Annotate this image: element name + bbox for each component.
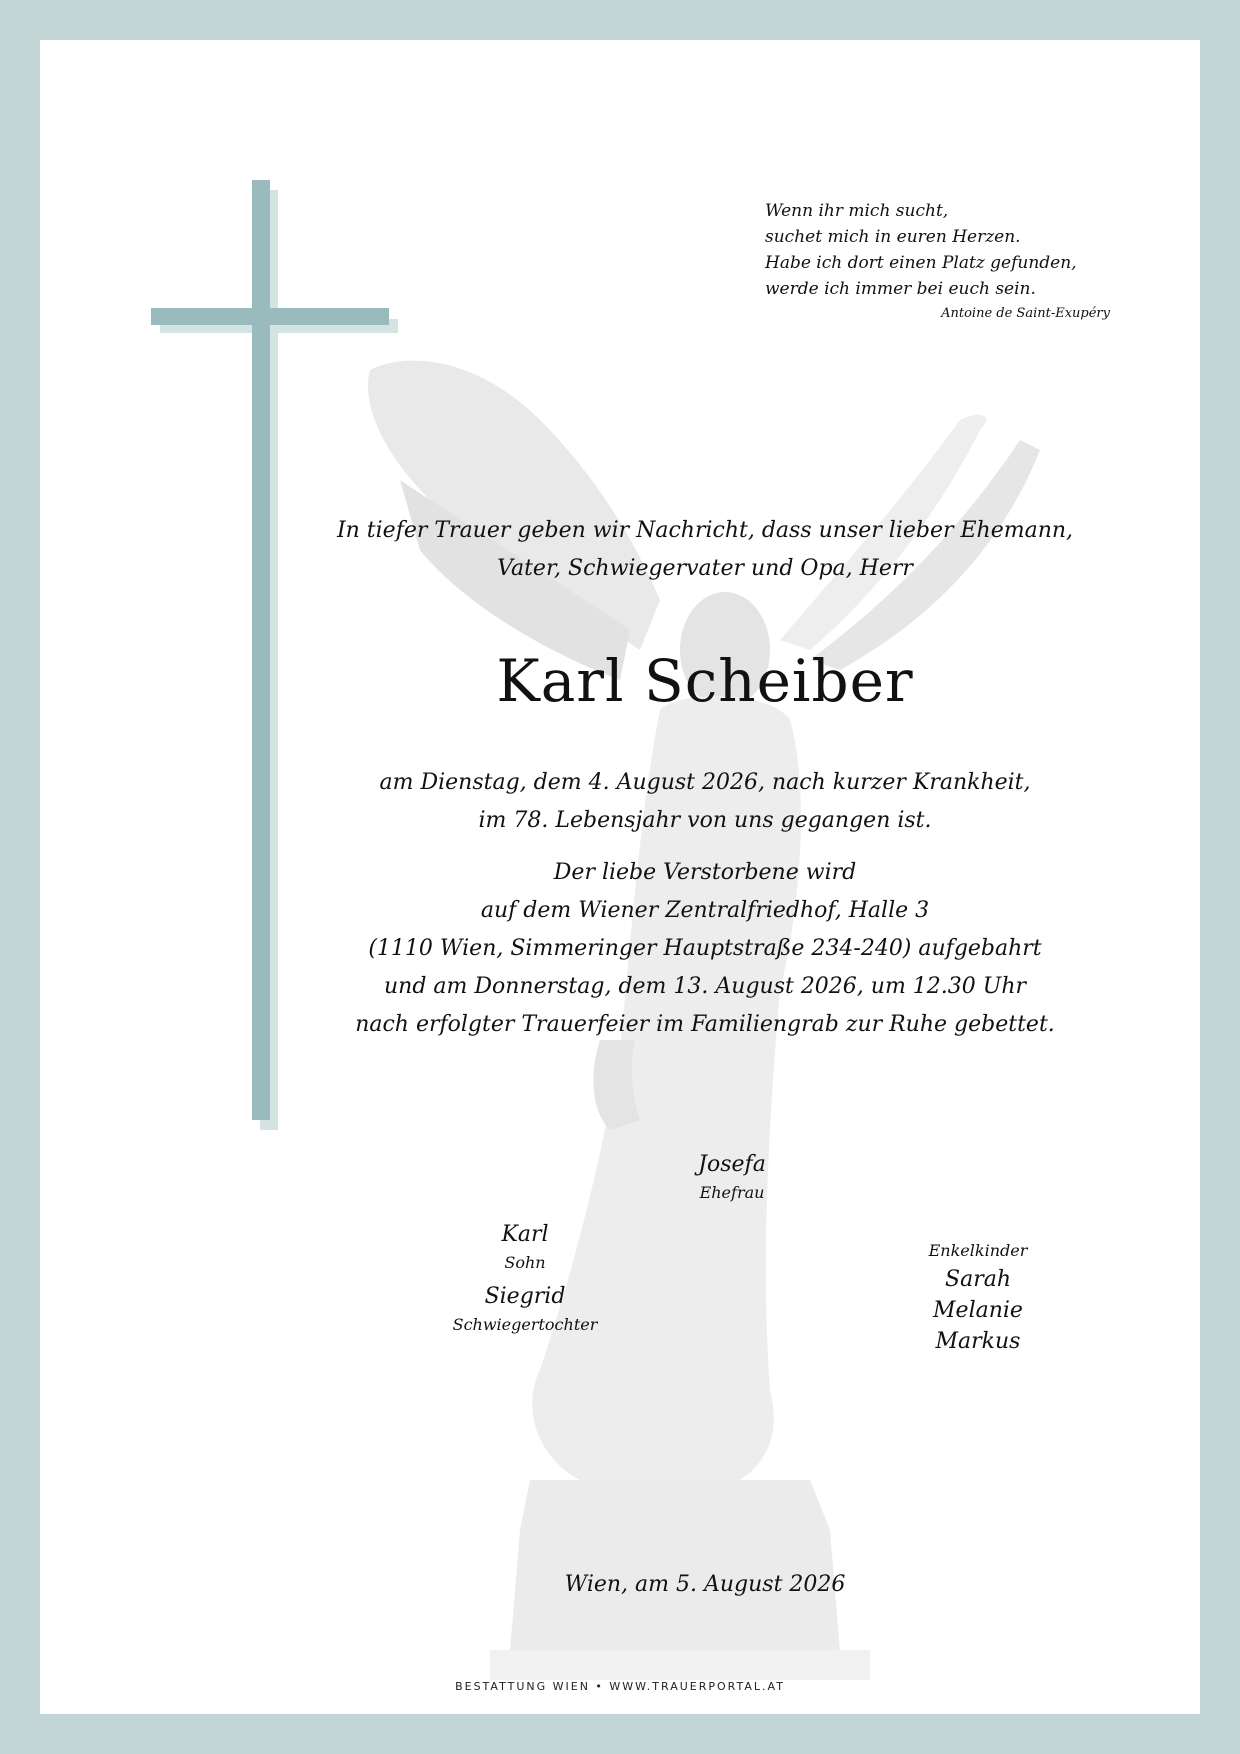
- quote-author: Antoine de Saint-Exupéry: [941, 306, 1110, 321]
- burial-details: [290, 854, 1120, 1044]
- quote-line: werde ich immer bei euch sein.: [765, 279, 1036, 299]
- burial-line: und am Donnerstag, dem 13. August 2026, um 12.30 Uhr: [383, 974, 1027, 999]
- intro-line: Vater, Schwiegervater und Opa, Herr: [497, 556, 913, 581]
- mourner-name: Markus: [935, 1329, 1021, 1354]
- mourner-relation: Ehefrau: [699, 1183, 765, 1202]
- mourner-name: Siegrid: [484, 1284, 566, 1309]
- obituary-page: [40, 40, 1200, 1714]
- mourner-spouse: [622, 1150, 842, 1206]
- death-line: im 78. Lebensjahr von uns gegangen ist.: [478, 808, 932, 833]
- mourner-name: Melanie: [933, 1298, 1023, 1323]
- mourner-children: [415, 1220, 635, 1338]
- intro-line: In tiefer Trauer geben wir Nachricht, dass unser lieber Ehemann,: [336, 518, 1074, 543]
- death-notice: [290, 764, 1120, 840]
- burial-line: nach erfolgter Trauerfeier im Familiengrab zur Ruhe gebettet.: [355, 1012, 1055, 1037]
- burial-line: (1110 Wien, Simmeringer Hauptstraße 234-240) aufgebahrt: [368, 936, 1042, 961]
- announcement-intro: [290, 512, 1120, 588]
- burial-line: auf dem Wiener Zentralfriedhof, Halle 3: [480, 898, 930, 923]
- mourner-name: Karl: [501, 1222, 549, 1247]
- quote-line: suchet mich in euren Herzen.: [765, 227, 1021, 247]
- place-date: Wien, am 5. August 2026: [564, 1572, 846, 1597]
- mourner-relation: Enkelkinder: [928, 1241, 1028, 1260]
- footer-imprint: BESTATTUNG WIEN • WWW.TRAUERPORTAL.AT: [455, 1680, 785, 1693]
- mourner-relation: Sohn: [504, 1253, 546, 1272]
- cross-horizontal: [151, 308, 389, 325]
- mourner-relation: Schwiegertochter: [452, 1315, 598, 1334]
- burial-line: Der liebe Verstorbene wird: [553, 860, 857, 885]
- mourner-name: Josefa: [698, 1152, 766, 1177]
- death-line: am Dienstag, dem 4. August 2026, nach kurzer Krankheit,: [379, 770, 1031, 795]
- deceased-name: Karl Scheiber: [496, 647, 914, 715]
- quote-line: Wenn ihr mich sucht,: [765, 201, 949, 221]
- mourner-grandchildren: [868, 1238, 1088, 1357]
- quote-line: Habe ich dort einen Platz gefunden,: [765, 253, 1077, 273]
- mourner-name: Sarah: [945, 1267, 1011, 1292]
- quote: [765, 198, 1110, 324]
